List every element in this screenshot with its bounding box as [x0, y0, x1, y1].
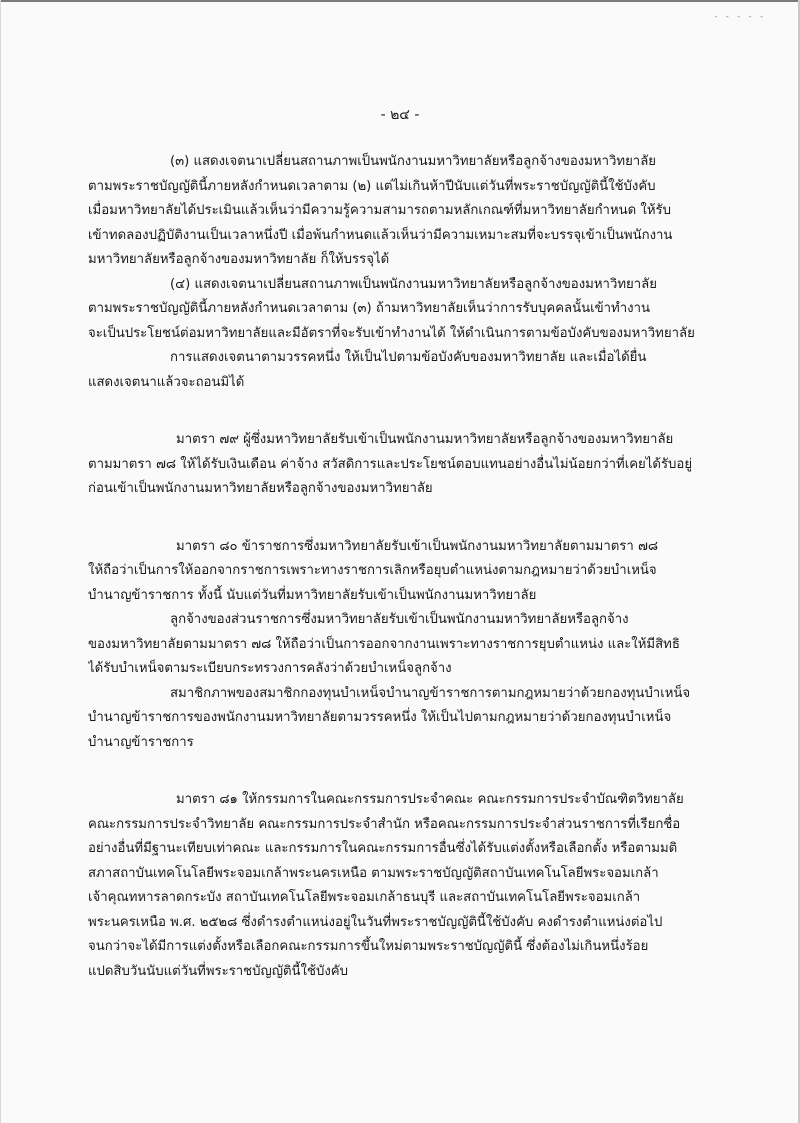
section-80-paragraph-2 [88, 608, 718, 682]
text-line: ก่อนเข้าเป็นพนักงานมหาวิทยาลัยหรือลูกจ้างของมหาวิทยาลัย [88, 481, 433, 496]
text-line: ตามมาตรา ๗๘ ให้ได้รับเงินเดือน ค่าจ้าง สวัสดิการและประโยชน์ตอบแทนอย่างอื่นไม่น้อยกว่าที่เคยได้รับอยู่ [88, 456, 693, 472]
text-line: ตามพระราชบัญญัตินี้ภายหลังกำหนดเวลาตาม (๓) ถ้ามหาวิทยาลัยเห็นว่าการรับบุคคลนั้นเข้าทำงาน [88, 301, 651, 316]
text-line: มาตรา ๘๐ ข้าราชการซึ่งมหาวิทยาลัยรับเข้าเป็นพนักงานมหาวิทยาลัยตามมาตรา ๗๘ [176, 538, 659, 554]
text-line: ของมหาวิทยาลัยตามมาตรา ๗๘ ให้ถือว่าเป็นการออกจากงานเพราะทางราชการยุบตำแหน่ง และให้มีสิทธิ [88, 636, 680, 652]
section-81 [88, 788, 718, 984]
text-line: เจ้าคุณทหารลาดกระบัง สถาบันเทคโนโลยีพระจอมเกล้าธนบุรี และสถาบันเทคโนโลยีพระจอมเกล้า [88, 890, 641, 905]
text-line: แสดงเจตนาแล้วจะถอนมิได้ [88, 374, 245, 390]
text-line: ลูกจ้างของส่วนราชการซึ่งมหาวิทยาลัยรับเข้าเป็นพนักงานมหาวิทยาลัยหรือลูกจ้าง [170, 612, 629, 627]
text-line: แปดสิบวันนับแต่วันที่พระราชบัญญัตินี้ใช้บังคับ [88, 963, 348, 979]
text-line: อย่างอื่นที่มีฐานะเทียบเท่าคณะ และกรรมการในคณะกรรมการอื่นซึ่งได้รับแต่งตั้งหรือเลือกตั้ง หรือตามมติ [88, 841, 678, 856]
text-line: จะเป็นประโยชน์ต่อมหาวิทยาลัยและมีอัตราที่จะรับเข้าทำงานได้ ให้ดำเนินการตามข้อบังคับของมหาวิทยาลัย [88, 325, 695, 341]
scan-dots: - - - - - [714, 12, 766, 21]
scan-edge-left [0, 0, 1, 1123]
text-line: เมื่อมหาวิทยาลัยได้ประเมินแล้วเห็นว่ามีความรู้ความสามารถตามหลักเกณฑ์ที่มหาวิทยาลัยกำหนด ให้รับ [88, 203, 672, 218]
section-80 [88, 535, 718, 609]
text-line: บำนาญข้าราชการ ทั้งนี้ นับแต่วันที่มหาวิทยาลัยรับเข้าเป็นพนักงานมหาวิทยาลัย [88, 587, 537, 603]
text-line: คณะกรรมการประจำวิทยาลัย คณะกรรมการประจำสำนัก หรือคณะกรรมการประจำส่วนราชการที่เรียกชื่อ [88, 816, 681, 832]
paragraph-clause-3 [88, 150, 718, 273]
text-line: (๓) แสดงเจตนาเปลี่ยนสถานภาพเป็นพนักงานมหาวิทยาลัยหรือลูกจ้างของมหาวิทยาลัย [170, 154, 657, 169]
text-line: สมาชิกภาพของสมาชิกกองทุนบำเหน็จบำนาญข้าราชการตามกฎหมายว่าด้วยกองทุนบำเหน็จ [170, 685, 691, 701]
text-line: มหาวิทยาลัยหรือลูกจ้างของมหาวิทยาลัย ก็ให้บรรจุได้ [88, 252, 390, 267]
page-number: - ๒๔ - [380, 107, 420, 123]
text-line: จนกว่าจะได้มีการแต่งตั้งหรือเลือกคณะกรรมการขึ้นใหม่ตามพระราชบัญญัตินี้ ซึ่งต้องไม่เกินหนึ่งร้อย [88, 939, 649, 954]
text-line: สภาสถาบันเทคโนโลยีพระจอมเกล้าพระนครเหนือ ตามพระราชบัญญัติสถาบันเทคโนโลยีพระจอมเกล้า [88, 865, 659, 881]
text-line: พระนครเหนือ พ.ศ. ๒๕๒๘ ซึ่งดำรงตำแหน่งอยู่ในวันที่พระราชบัญญัตินี้ใช้บังคับ คงดำรงตำแหน่งต่อไป [88, 914, 663, 930]
section-79 [88, 428, 718, 502]
text-line: การแสดงเจตนาตามวรรคหนึ่ง ให้เป็นไปตามข้อบังคับของมหาวิทยาลัย และเมื่อได้ยื่น [170, 350, 647, 365]
text-line: บำนาญข้าราชการ [88, 734, 194, 750]
paragraph-clause-4 [88, 273, 718, 347]
text-line: ตามพระราชบัญญัตินี้ภายหลังกำหนดเวลาตาม (๒) แต่ไม่เกินห้าปีนับแต่วันที่พระราชบัญญัตินี้ใช้บังคับ [88, 178, 656, 194]
text-line: (๔) แสดงเจตนาเปลี่ยนสถานภาพเป็นพนักงานมหาวิทยาลัยหรือลูกจ้างของมหาวิทยาลัย [170, 276, 657, 292]
text-line: มาตรา ๘๑ ให้กรรมการในคณะกรรมการประจำคณะ คณะกรรมการประจำบัณฑิตวิทยาลัย [176, 792, 684, 807]
text-line: มาตรา ๗๙ ผู้ซึ่งมหาวิทยาลัยรับเข้าเป็นพนักงานมหาวิทยาลัยหรือลูกจ้างของมหาวิทยาลัย [176, 432, 674, 447]
document-body [88, 150, 718, 984]
paragraph-declaration [88, 346, 718, 395]
text-line: ได้รับบำเหน็จตามระเบียบกระทรวงการคลังว่าด้วยบำเหน็จลูกจ้าง [88, 661, 452, 676]
scan-edge-top [0, 0, 800, 2]
text-line: เข้าทดลองปฏิบัติงานเป็นเวลาหนึ่งปี เมื่อพ้นกำหนดแล้วเห็นว่ามีความเหมาะสมที่จะบรรจุเข้าเป็นพนักงาน [88, 227, 673, 243]
text-line: ให้ถือว่าเป็นการให้ออกจากราชการเพราะทางราชการเลิกหรือยุบตำแหน่งตามกฎหมายว่าด้วยบำเหน็จ [88, 563, 657, 578]
text-line: บำนาญข้าราชการของพนักงานมหาวิทยาลัยตามวรรคหนึ่ง ให้เป็นไปตามกฎหมายว่าด้วยกองทุนบำเหน็จ [88, 710, 672, 725]
section-80-paragraph-3 [88, 682, 718, 756]
